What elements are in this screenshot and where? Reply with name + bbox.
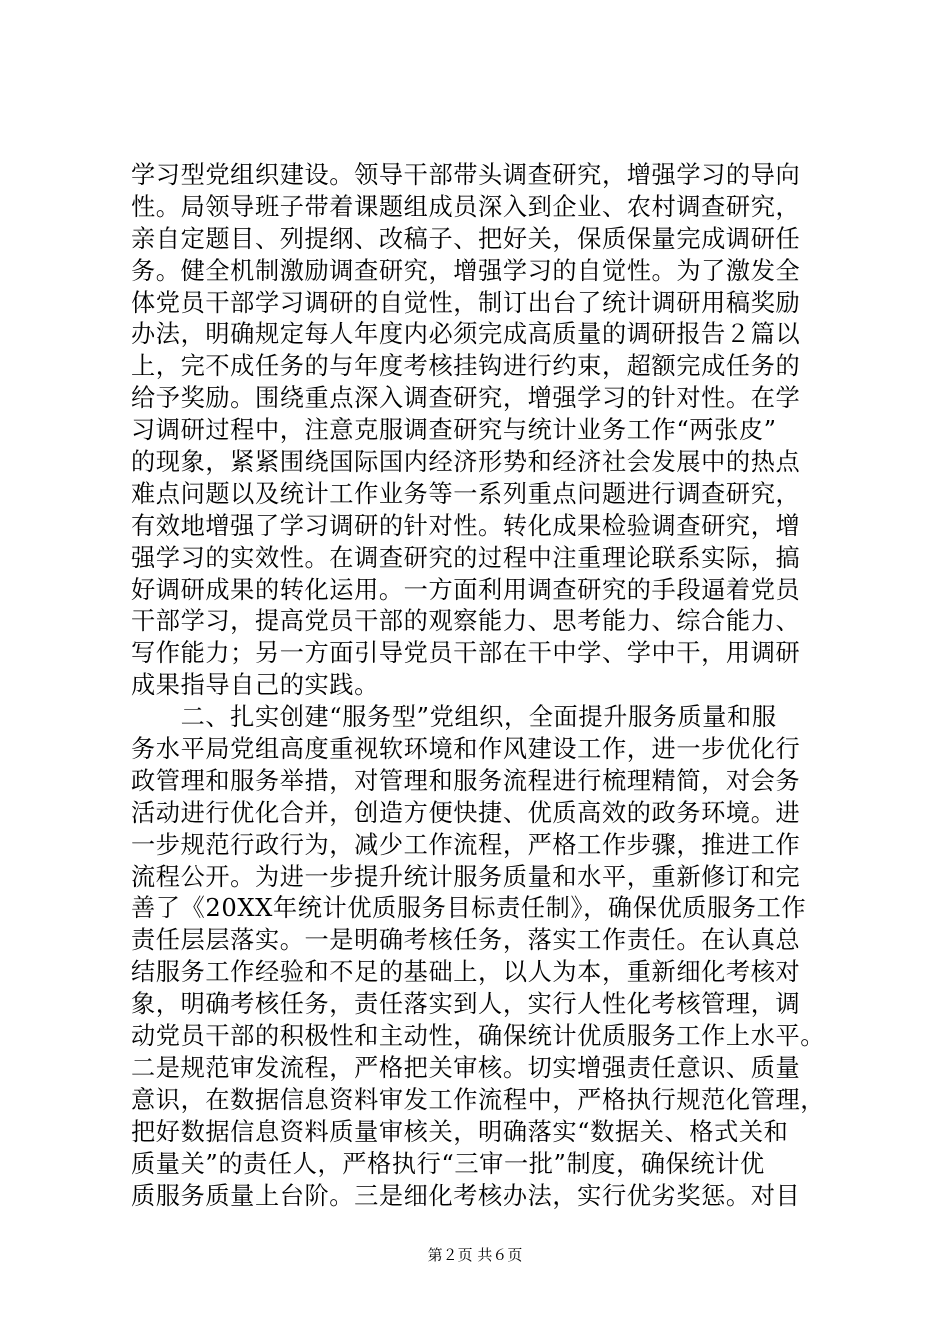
text-line: 把好数据信息资料质量审核关，明确落实“数据关、格式关和	[131, 1117, 789, 1146]
text-line: 善了《20XX年统计优质服务目标责任制》，确保优质服务工作	[131, 894, 807, 923]
text-line: 动党员干部的积极性和主动性，确保统计优质服务工作上水平。	[131, 1022, 826, 1051]
text-line: 象，明确考核任务，责任落实到人，实行人性化考核管理，调	[131, 990, 801, 1019]
text-line: 活动进行优化合并，创造方便快捷、优质高效的政务环境。进	[131, 798, 801, 827]
text-line: 习调研过程中，注意克服调查研究与统计业务工作“两张皮”	[131, 416, 777, 445]
text-line: 学习型党组织建设。领导干部带头调查研究，增强学习的导向	[131, 161, 801, 189]
text-line: 政管理和服务举措，对管理和服务流程进行梳理精简，对会务	[131, 766, 801, 795]
text-line: 的现象，紧紧围绕国际国内经济形势和经济社会发展中的热点	[131, 448, 801, 477]
text-line: 体党员干部学习调研的自觉性，制订出台了统计调研用稿奖励	[131, 288, 801, 317]
text-line: 办法，明确规定每人年度内必须完成高质量的调研报告２篇以	[131, 320, 801, 349]
text-line: 强学习的实效性。在调查研究的过程中注重理论联系实际，搞	[131, 543, 801, 572]
text-line: 意识，在数据信息资料审发工作流程中，严格执行规范化管理，	[131, 1085, 826, 1114]
text-line: 二是规范审发流程，严格把关审核。切实增强责任意识、质量	[131, 1053, 801, 1082]
text-line: 流程公开。为进一步提升统计服务质量和水平，重新修订和完	[131, 862, 801, 891]
text-line: 责任层层落实。一是明确考核任务，落实工作责任。在认真总	[131, 926, 801, 955]
text-line: 性。局领导班子带着课题组成员深入到企业、农村调查研究，	[131, 192, 801, 221]
text-line: 写作能力；另一方面引导党员干部在干中学、学中干，用调研	[131, 639, 801, 668]
text-line: 有效地增强了学习调研的针对性。转化成果检验调查研究，增	[131, 511, 801, 540]
text-line: 务。健全机制激励调查研究，增强学习的自觉性。为了激发全	[131, 256, 801, 285]
text-line: 难点问题以及统计工作业务等一系列重点问题进行调查研究，	[131, 479, 801, 508]
text-line: 给予奖励。围绕重点深入调查研究，增强学习的针对性。在学	[131, 384, 801, 413]
body-text	[131, 160, 831, 1212]
text-line: 干部学习，提高党员干部的观察能力、思考能力、综合能力、	[131, 607, 801, 636]
text-line: 好调研成果的转化运用。一方面利用调查研究的手段逼着党员	[131, 575, 801, 604]
text-line: 结服务工作经验和不足的基础上，以人为本，重新细化考核对	[131, 958, 801, 987]
text-line: 亲自定题目、列提纲、改稿子、把好关，保质保量完成调研任	[131, 224, 801, 253]
text-line: 质量关”的责任人，严格执行“三审一批”制度，确保统计优	[131, 1149, 765, 1178]
text-line: 上，完不成任务的与年度考核挂钩进行约束，超额完成任务的	[131, 352, 801, 381]
text-line: 二、扎实创建“服务型”党组织，全面提升服务质量和服	[131, 703, 777, 732]
text-line: 一步规范行政行为，减少工作流程，严格工作步骤，推进工作	[131, 830, 801, 859]
text-line: 成果指导自己的实践。	[131, 671, 379, 700]
text-line: 质服务质量上台阶。三是细化考核办法，实行优劣奖惩。对目	[131, 1181, 801, 1210]
page-footer: 第２页 共６页	[427, 1246, 523, 1264]
text-line: 务水平局党组高度重视软环境和作风建设工作，进一步优化行	[131, 735, 801, 764]
